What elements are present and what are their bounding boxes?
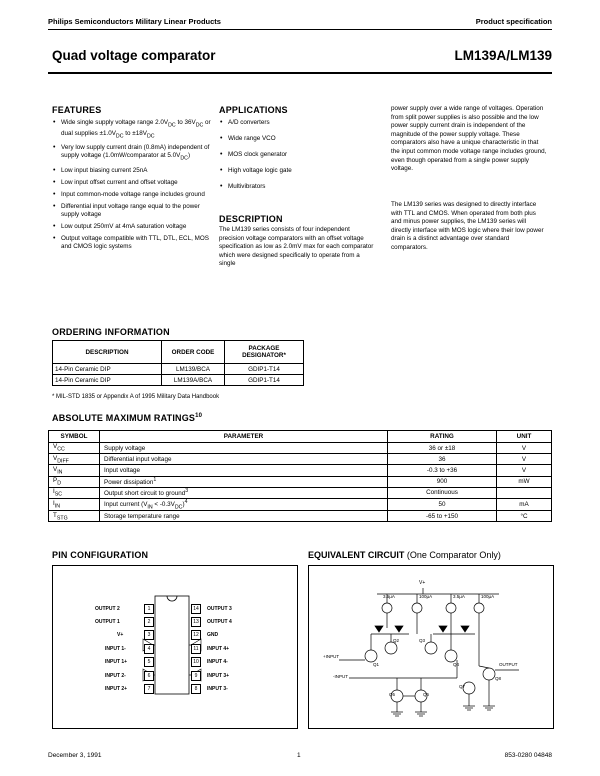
footer-code: 853-0280 04848	[504, 752, 552, 759]
description-p1: The LM139 series consists of four independent precision voltage comparators with an offset voltage specification as low as 2.0mV max for each comparator which were designed specifically to operate from a single	[219, 226, 374, 268]
rating-cell: Continuous	[388, 487, 497, 498]
pin-number: 12	[191, 630, 201, 640]
ordering-note: * MIL-STD 1835 or Appendix A of 1995 Military Data Handbook	[52, 394, 220, 400]
pin-label: GND	[207, 632, 219, 638]
applications-list	[219, 119, 379, 191]
rating-cell: -65 to +150	[388, 511, 497, 522]
unit-cell: V	[497, 465, 552, 476]
features-list-wrap	[52, 119, 212, 255]
pin-label: INPUT 3+	[207, 673, 230, 679]
table-row	[49, 454, 552, 465]
pin-label: INPUT 4-	[207, 659, 228, 665]
transistor-label: Q7	[459, 684, 466, 689]
param-cell: Output short circuit to ground$^3$	[100, 487, 388, 498]
pin-label: INPUT 1-	[105, 646, 126, 652]
symbol-cell: $I_{IN}$	[49, 498, 100, 510]
transistor-label: Q2	[393, 638, 400, 643]
current-label: 100µA	[419, 594, 433, 599]
pin-label: OUTPUT 2	[95, 606, 120, 612]
pin-config-figure	[52, 565, 298, 729]
unit-cell: mW	[497, 476, 552, 487]
pin-number: 2	[144, 617, 154, 627]
feature-item: • Low input offset current and offset voltage	[52, 179, 212, 187]
rating-cell: 36	[388, 454, 497, 465]
pin-number: 11	[191, 644, 201, 654]
current-label: 3.5µA	[453, 594, 465, 599]
description-p2: power supply over a wide range of voltages. Operation from split power supplies is also possible and the low power supply current drain is independent of the magnitude of the power supply voltage. These comparators also have a unique characteristic in that the input common mode voltage range includes ground, even though operated from a single power supply voltage.	[391, 105, 547, 173]
pin-label: OUTPUT 3	[207, 606, 232, 612]
unit-cell: mA	[497, 498, 552, 510]
amr-table	[48, 430, 552, 522]
plus-input-label: +INPUT	[323, 654, 340, 659]
pin-number: 14	[191, 604, 201, 614]
table-row	[49, 487, 552, 498]
applications-heading: APPLICATIONS	[219, 105, 288, 115]
table-row	[49, 511, 552, 522]
symbol-cell: $V_{IN}$	[49, 465, 100, 476]
pin-number: 1	[144, 604, 154, 614]
pin-number: 6	[144, 671, 154, 681]
column-header: PARAMETER	[100, 431, 388, 443]
table-header-row	[49, 431, 552, 443]
table-row	[49, 465, 552, 476]
unit-cell	[497, 487, 552, 498]
table-header-row	[53, 341, 304, 364]
symbol-cell: $P_D$	[49, 476, 100, 487]
application-item: • Wide range VCO	[219, 135, 379, 143]
feature-item: • Low output 250mV at 4mA saturation voltage	[52, 223, 212, 231]
column-header: SYMBOL	[49, 431, 100, 443]
column-header: UNIT	[497, 431, 552, 443]
current-label: 100µA	[481, 594, 495, 599]
ordering-table	[52, 340, 304, 386]
table-cell: LM139/BCA	[162, 364, 225, 375]
circuit-schematic	[309, 566, 553, 728]
feature-item: • Low input biasing current 25nA	[52, 167, 212, 175]
features-list	[52, 119, 212, 252]
pin-config-heading: PIN CONFIGURATION	[52, 550, 149, 560]
table-row	[49, 498, 552, 510]
pin-number: 9	[191, 671, 201, 681]
rating-cell: -0.3 to +36	[388, 465, 497, 476]
features-heading: FEATURES	[52, 105, 102, 115]
transistor-label: Q3	[419, 638, 426, 643]
pin-label: INPUT 3-	[207, 686, 228, 692]
feature-item: • Differential input voltage range equal to the power supply voltage	[52, 203, 212, 220]
column-header: RATING	[388, 431, 497, 443]
unit-cell: V	[497, 454, 552, 465]
param-cell: Differential input voltage	[100, 454, 388, 465]
param-cell: Input current $(V_{IN} < -0.3V_{DC})^4$	[100, 498, 388, 510]
param-cell: Storage temperature range	[100, 511, 388, 522]
doc-title: Quad voltage comparator	[52, 48, 216, 63]
column-header: ORDER CODE	[162, 341, 225, 364]
description-p3: The LM139 series was designed to directly interface with TTL and CMOS. When operated from both plus and minus power supplies, the LM139 series will directly interface with MOS logic where their low power drain is a distinct advantage over standard comparators.	[391, 201, 544, 251]
output-label: OUTPUT	[499, 662, 518, 667]
feature-item: • Wide single supply voltage range $2.0V_{DC}$ to $36V_{DC}$ or dual supplies $\pm 1.0V_{DC}$ to $\pm 18V_{DC}$	[52, 119, 212, 140]
current-label: 3.5µA	[383, 594, 395, 599]
pin-number: 13	[191, 617, 201, 627]
application-item: • Multivibrators	[219, 183, 379, 191]
param-cell: Supply voltage	[100, 443, 388, 454]
column-header: PACKAGE DESIGNATOR*	[225, 341, 304, 364]
pin-number: 3	[144, 630, 154, 640]
unit-cell: °C	[497, 511, 552, 522]
dip-package-drawing	[53, 566, 297, 728]
table-cell: LM139A/BCA	[162, 375, 225, 386]
footer-date: December 3, 1991	[48, 752, 102, 759]
part-number: LM139A/LM139	[454, 48, 552, 63]
feature-item: • Very low supply current drain (0.8mA) independent of supply voltage (1.0mW/comparator at $5.0V_{DC}$)	[52, 144, 212, 163]
pin-label: OUTPUT 1	[95, 619, 120, 625]
pin-label: INPUT 2-	[105, 673, 126, 679]
amr-heading: ABSOLUTE MAXIMUM RATINGS$^{10}$	[52, 413, 203, 423]
pin-number: 4	[144, 644, 154, 654]
pin-number: 8	[191, 684, 201, 694]
equiv-subheading: (One Comparator Only)	[406, 550, 501, 560]
table-row	[49, 476, 552, 487]
pin-label: INPUT 2+	[105, 686, 128, 692]
doc-company: Philips Semiconductors Military Linear Products	[48, 17, 221, 26]
transistor-label: Q5	[389, 692, 396, 697]
symbol-cell: $T_{STG}$	[49, 511, 100, 522]
applications-list-wrap	[219, 119, 379, 199]
pin-number: 7	[144, 684, 154, 694]
header-rule	[48, 29, 552, 30]
pin-label: OUTPUT 4	[207, 619, 232, 625]
symbol-cell: $V_{CC}$	[49, 443, 100, 454]
table-row	[53, 364, 304, 375]
rating-cell: 900	[388, 476, 497, 487]
pin-number: 5	[144, 657, 154, 667]
symbol-cell: $I_{SC}$	[49, 487, 100, 498]
pin-label: INPUT 1+	[105, 659, 128, 665]
equiv-heading-wrap	[308, 550, 501, 560]
pin-label: INPUT 4+	[207, 646, 230, 652]
param-cell: Input voltage	[100, 465, 388, 476]
table-row	[53, 375, 304, 386]
application-item: • MOS clock generator	[219, 151, 379, 159]
table-cell: 14-Pin Ceramic DIP	[53, 364, 162, 375]
table-cell: 14-Pin Ceramic DIP	[53, 375, 162, 386]
title-rule	[48, 72, 552, 74]
table-cell: GDIP1-T14	[225, 375, 304, 386]
transistor-label: Q8	[495, 676, 502, 681]
vplus-label: V+	[419, 580, 426, 586]
description-heading: DESCRIPTION	[219, 214, 283, 224]
rating-cell: 50	[388, 498, 497, 510]
ordering-heading: ORDERING INFORMATION	[52, 327, 170, 337]
equiv-circuit-figure	[308, 565, 554, 729]
application-item: • High voltage logic gate	[219, 167, 379, 175]
table-row	[49, 443, 552, 454]
transistor-label: Q1	[373, 662, 380, 667]
column-header: DESCRIPTION	[53, 341, 162, 364]
feature-item: • Input common-mode voltage range includes ground	[52, 191, 212, 199]
transistor-label: Q6	[423, 692, 430, 697]
equiv-heading: EQUIVALENT CIRCUIT	[308, 550, 405, 560]
application-item: • A/D converters	[219, 119, 379, 127]
pin-number: 10	[191, 657, 201, 667]
unit-cell: V	[497, 443, 552, 454]
transistor-label: Q4	[453, 662, 460, 667]
rating-cell: 36 or ±18	[388, 443, 497, 454]
feature-item: • Output voltage compatible with TTL, DTL, ECL, MOS and CMOS logic systems	[52, 235, 212, 252]
footer-page: 1	[297, 752, 301, 759]
symbol-cell: $V_{DIFF}$	[49, 454, 100, 465]
param-cell: Power dissipation$^1$	[100, 476, 388, 487]
doc-spec-type: Product specification	[475, 17, 552, 26]
minus-input-label: -INPUT	[333, 674, 348, 679]
table-cell: GDIP1-T14	[225, 364, 304, 375]
pin-label: V+	[117, 632, 124, 638]
